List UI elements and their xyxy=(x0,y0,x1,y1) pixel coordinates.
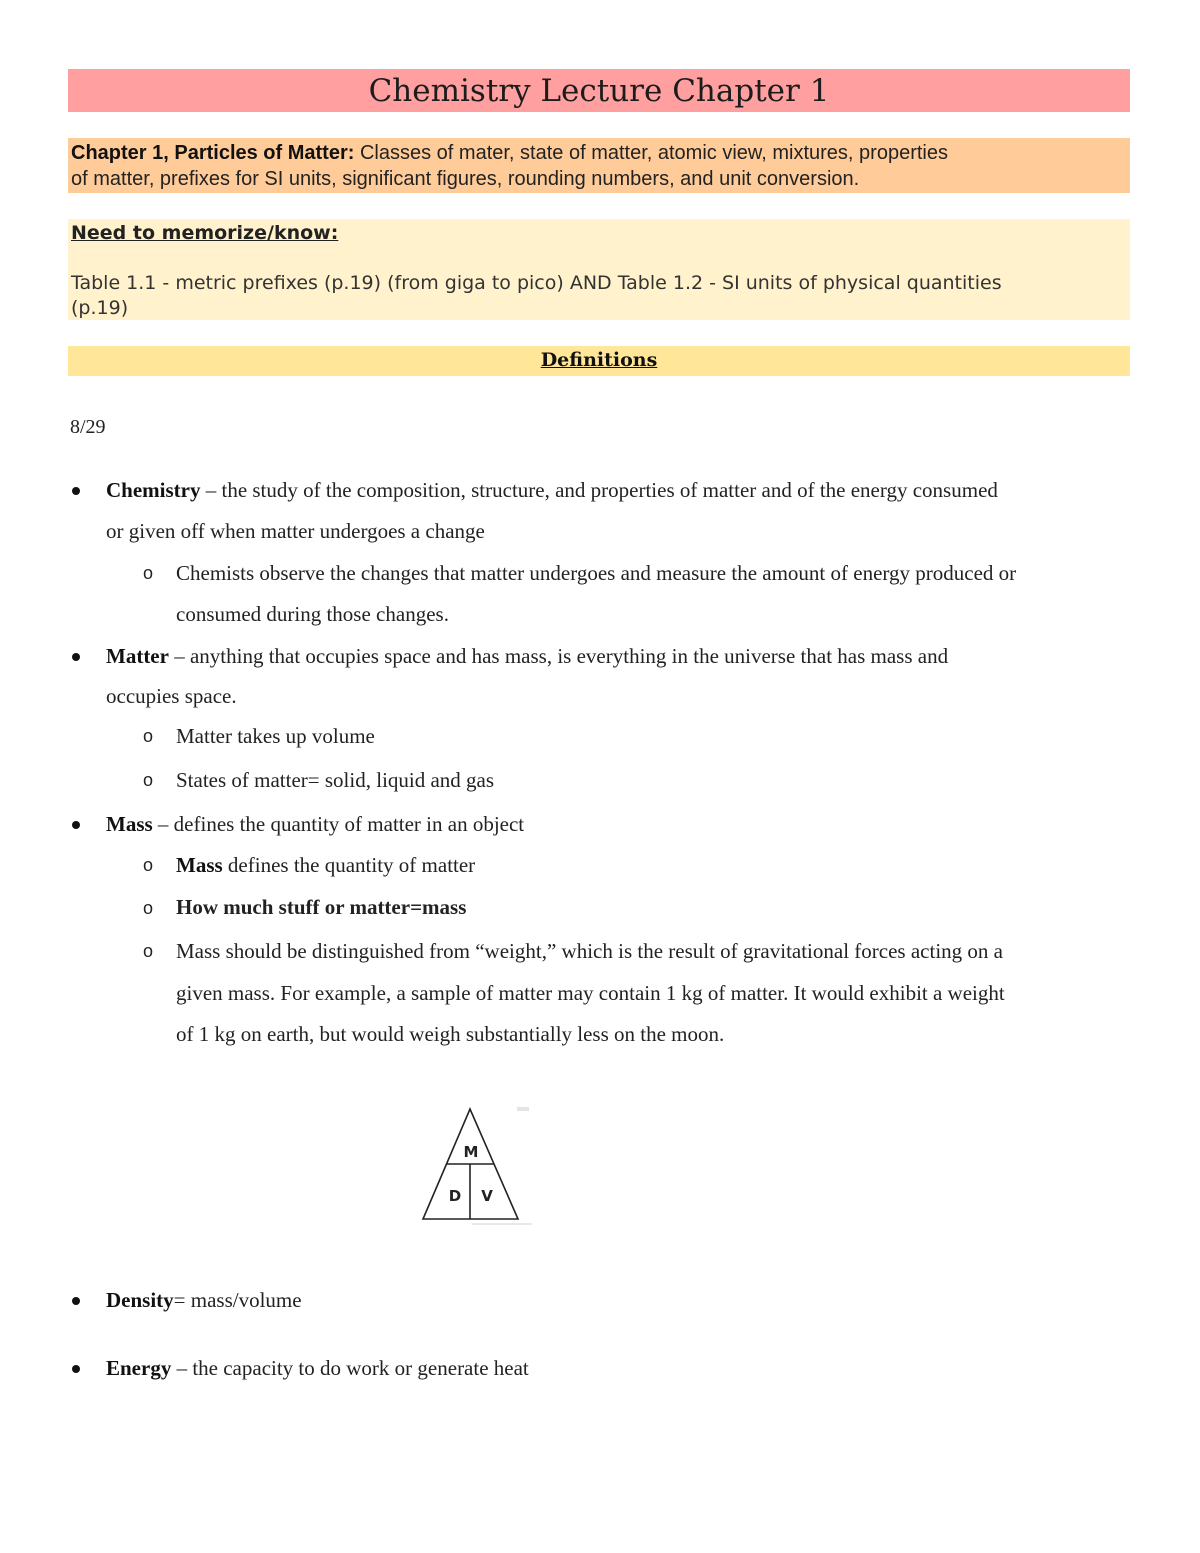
mass-definition-line1 xyxy=(106,804,524,845)
memorize-body-line2: (p.19) xyxy=(71,297,129,319)
density-term: Density xyxy=(106,1288,174,1312)
mass-sub3-line1: Mass should be distinguished from “weight,” which is the result of gravitational forces acting on a xyxy=(176,939,1003,963)
mass-sub1-text: defines the quantity of matter xyxy=(222,853,476,877)
matter-definition-line2: occupies space. xyxy=(106,684,237,708)
mass-sub3-line2: given mass. For example, a sample of matter may contain 1 kg of matter. It would exhibit a weight xyxy=(176,981,1005,1005)
mass-sub3-line3: of 1 kg on earth, but would weigh substantially less on the moon. xyxy=(176,1022,725,1046)
page-title: Chemistry Lecture Chapter 1 xyxy=(368,73,830,109)
mass-sub2: How much stuff or matter=mass xyxy=(176,895,467,919)
chemistry-text: – the study of the composition, structure, and properties of matter and of the energy consumed xyxy=(200,478,998,502)
mdv-triangle-icon xyxy=(420,1104,535,1229)
density-text: = mass/volume xyxy=(173,1288,302,1312)
triangle-label-m: M xyxy=(463,1143,479,1161)
bullet-icon xyxy=(72,487,80,495)
energy-text: – the capacity to do work or generate heat xyxy=(171,1356,529,1380)
memorize-box xyxy=(68,219,1130,320)
matter-sub2: States of matter= solid, liquid and gas xyxy=(176,768,495,792)
mass-text: – defines the quantity of matter in an object xyxy=(152,812,525,836)
chemistry-definition-line2: or given off when matter undergoes a change xyxy=(106,519,485,543)
sub-bullet-icon: o xyxy=(143,770,154,790)
chemistry-definition-line1 xyxy=(106,470,998,511)
chemistry-sub1-line2: consumed during those changes. xyxy=(176,602,449,626)
chapter-topics-line2: of matter, prefixes for SI units, significant figures, rounding numbers, and unit conversion. xyxy=(71,168,860,190)
bullet-icon xyxy=(72,821,80,829)
chapter-summary xyxy=(71,140,1121,192)
energy-term: Energy xyxy=(106,1356,172,1380)
title-banner xyxy=(68,69,1130,112)
chapter-topics-line1: Classes of mater, state of matter, atomic view, mixtures, properties xyxy=(354,142,948,164)
mass-term: Mass xyxy=(106,812,153,836)
sub-bullet-icon: o xyxy=(143,898,154,918)
bullet-icon xyxy=(72,653,80,661)
matter-text: – anything that occupies space and has mass, is everything in the universe that has mass and xyxy=(168,644,949,668)
density-definition xyxy=(106,1280,302,1321)
energy-definition xyxy=(106,1348,529,1389)
mass-sub1 xyxy=(176,845,475,886)
matter-term: Matter xyxy=(106,644,169,668)
triangle-label-v: V xyxy=(481,1187,493,1205)
mass-sub1-bold: Mass xyxy=(176,853,223,877)
matter-definition-line1 xyxy=(106,636,948,677)
sub-bullet-icon: o xyxy=(143,726,154,746)
matter-sub1: Matter takes up volume xyxy=(176,724,375,748)
lecture-date: 8/29 xyxy=(70,416,106,438)
bullet-icon xyxy=(72,1297,80,1305)
memorize-body xyxy=(71,271,1116,321)
density-triangle-figure xyxy=(420,1104,535,1229)
chemistry-sub1-line1: Chemists observe the changes that matter undergoes and measure the amount of energy produced or xyxy=(176,561,1017,585)
chapter-label: Chapter 1, Particles of Matter: xyxy=(71,142,355,164)
definitions-heading: Definitions xyxy=(540,349,658,371)
memorize-body-line1: Table 1.1 - metric prefixes (p.19) (from giga to pico) AND Table 1.2 - SI units of physical quantities xyxy=(71,272,1002,294)
bullet-icon xyxy=(72,1365,80,1373)
definitions-banner xyxy=(68,346,1130,376)
memorize-heading: Need to memorize/know: xyxy=(71,222,339,244)
chemistry-term: Chemistry xyxy=(106,478,201,502)
sub-bullet-icon: o xyxy=(143,855,154,875)
chapter-summary-box xyxy=(68,138,1130,193)
triangle-label-d: D xyxy=(448,1187,462,1205)
sub-bullet-icon: o xyxy=(143,563,154,583)
sub-bullet-icon: o xyxy=(143,941,154,961)
